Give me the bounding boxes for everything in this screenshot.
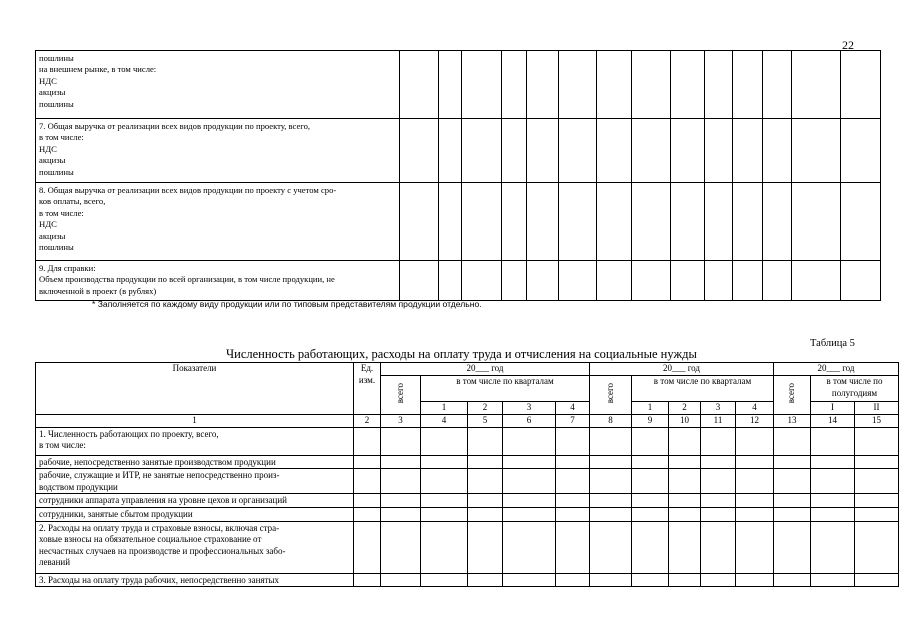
- footnote: * Заполняется по каждому виду продукции или по типовым представителям продукции отдельно.: [92, 299, 482, 309]
- page-number: 22: [842, 38, 854, 52]
- empty-cell: [400, 51, 439, 119]
- empty-cell: [701, 469, 736, 494]
- empty-cell: [381, 494, 421, 508]
- empty-cell: [502, 183, 527, 261]
- empty-cell: [503, 573, 556, 587]
- empty-cell: [774, 469, 811, 494]
- row-label: [36, 51, 400, 119]
- empty-cell: [669, 427, 701, 455]
- empty-cell: [556, 455, 590, 469]
- row-label-line: ховые взносы на обязательное социальное страхование от: [39, 534, 262, 544]
- row-label: [36, 469, 354, 494]
- empty-cell: [559, 261, 597, 301]
- empty-cell: [733, 119, 763, 183]
- empty-cell: [462, 51, 502, 119]
- empty-cell: [439, 119, 462, 183]
- empty-cell: [736, 469, 774, 494]
- table-row: [36, 119, 881, 183]
- empty-cell: [811, 521, 855, 573]
- quarter-label: 4: [556, 402, 590, 415]
- empty-cell: [590, 494, 632, 508]
- empty-cell: [701, 521, 736, 573]
- empty-cell: [701, 455, 736, 469]
- empty-cell: [468, 494, 503, 508]
- row-label-line: несчастных случаев на производстве и профессиональных забо-: [39, 545, 286, 556]
- header-total-3: всего: [786, 382, 797, 404]
- row-label-line: в том числе:: [39, 132, 84, 143]
- empty-cell: [811, 455, 855, 469]
- quarter-label: 1: [421, 402, 468, 415]
- row-label-line: акцизы: [39, 87, 66, 98]
- empty-cell: [736, 494, 774, 508]
- empty-cell: [556, 508, 590, 522]
- header-by-quarters-1: в том числе по кварталам: [421, 376, 590, 402]
- empty-cell: [736, 508, 774, 522]
- empty-cell: [468, 573, 503, 587]
- empty-cell: [421, 455, 468, 469]
- quarter-label: 3: [701, 402, 736, 415]
- empty-cell: [669, 573, 701, 587]
- empty-cell: [632, 261, 671, 301]
- empty-cell: [632, 573, 669, 587]
- empty-cell: [400, 183, 439, 261]
- empty-cell: [811, 508, 855, 522]
- row-label-line: НДС: [39, 219, 57, 230]
- row-label: [36, 119, 400, 183]
- table-row: [36, 573, 899, 587]
- header-year-1: 20___ год: [381, 363, 590, 376]
- row-label-line: НДС: [39, 75, 57, 86]
- row-label-line: сотрудники аппарата управления на уровне цехов и организаций: [39, 495, 287, 505]
- table-row: [36, 427, 899, 455]
- row-label: [36, 455, 354, 469]
- empty-cell: [381, 521, 421, 573]
- empty-cell: [421, 573, 468, 587]
- empty-cell: [503, 494, 556, 508]
- row-label-line: включенной в проект (в рублях): [39, 285, 157, 296]
- column-number: 8: [590, 414, 632, 427]
- empty-cell: [421, 508, 468, 522]
- empty-cell: [855, 521, 899, 573]
- empty-cell: [705, 261, 733, 301]
- empty-cell: [736, 427, 774, 455]
- empty-cell: [792, 261, 841, 301]
- empty-cell: [701, 427, 736, 455]
- quarter-label: 3: [503, 402, 556, 415]
- empty-cell: [421, 521, 468, 573]
- empty-cell: [632, 494, 669, 508]
- column-number: 4: [421, 414, 468, 427]
- row-label: [36, 573, 354, 587]
- empty-cell: [632, 51, 671, 119]
- empty-cell: [559, 119, 597, 183]
- empty-cell: [632, 508, 669, 522]
- empty-cell: [421, 469, 468, 494]
- empty-cell: [855, 494, 899, 508]
- empty-cell: [597, 51, 632, 119]
- empty-cell: [705, 51, 733, 119]
- empty-cell: [590, 508, 632, 522]
- empty-cell: [792, 51, 841, 119]
- header-total-1: всего: [394, 382, 405, 404]
- row-label-line: акцизы: [39, 155, 66, 166]
- column-number: 1: [36, 414, 354, 427]
- half-label: I: [811, 402, 855, 415]
- empty-cell: [527, 119, 559, 183]
- empty-cell: [527, 261, 559, 301]
- empty-cell: [421, 494, 468, 508]
- row-label-line: пошлины: [39, 98, 74, 109]
- row-label-line: 3. Расходы на оплату труда рабочих, непосредственно занятых: [39, 574, 279, 585]
- empty-cell: [354, 427, 381, 455]
- empty-cell: [502, 261, 527, 301]
- header-year-3: 20___ год: [774, 363, 899, 376]
- table-row: [36, 521, 899, 573]
- row-label-line: 9. Для справки:: [39, 263, 96, 273]
- empty-cell: [381, 508, 421, 522]
- empty-cell: [421, 427, 468, 455]
- empty-cell: [811, 494, 855, 508]
- row-label: [36, 261, 400, 301]
- table-row: [36, 469, 899, 494]
- table-title: Численность работающих, расходы на оплату труда и отчисления на социальные нужды: [226, 347, 697, 361]
- empty-cell: [733, 261, 763, 301]
- empty-cell: [774, 455, 811, 469]
- empty-cell: [632, 183, 671, 261]
- row-label: [36, 183, 400, 261]
- column-number: 13: [774, 414, 811, 427]
- empty-cell: [462, 183, 502, 261]
- empty-cell: [774, 521, 811, 573]
- empty-cell: [669, 455, 701, 469]
- row-label-line: 8. Общая выручка от реализации всех видов продукции по проекту с учетом сро-: [39, 185, 337, 195]
- empty-cell: [774, 494, 811, 508]
- row-label-line: леваний: [39, 557, 71, 567]
- row-label-line: 1. Численность работающих по проекту, всего,: [39, 428, 219, 439]
- row-label-line: 7. Общая выручка от реализации всех видов продукции по проекту, всего,: [39, 121, 311, 131]
- table-row: [36, 508, 899, 522]
- empty-cell: [811, 469, 855, 494]
- row-label-line: рабочие, непосредственно занятые производством продукции: [39, 456, 276, 467]
- empty-cell: [855, 427, 899, 455]
- empty-cell: [792, 183, 841, 261]
- column-number: 12: [736, 414, 774, 427]
- empty-cell: [354, 573, 381, 587]
- empty-cell: [381, 573, 421, 587]
- empty-cell: [556, 494, 590, 508]
- column-numbers-row: [36, 414, 899, 427]
- empty-cell: [597, 183, 632, 261]
- row-label-line: пошлины: [39, 53, 74, 63]
- empty-cell: [590, 455, 632, 469]
- empty-cell: [733, 51, 763, 119]
- quarter-label: 1: [632, 402, 669, 415]
- empty-cell: [632, 469, 669, 494]
- header-year-2: 20___ год: [590, 363, 774, 376]
- row-label-line: пошлины: [39, 242, 74, 253]
- empty-cell: [792, 119, 841, 183]
- empty-cell: [841, 183, 881, 261]
- row-label-line: в том числе:: [39, 207, 84, 218]
- empty-cell: [736, 573, 774, 587]
- table-row: [36, 183, 881, 261]
- empty-cell: [559, 183, 597, 261]
- empty-cell: [556, 573, 590, 587]
- quarter-label: 2: [468, 402, 503, 415]
- column-number: 2: [354, 414, 381, 427]
- empty-cell: [733, 183, 763, 261]
- empty-cell: [841, 119, 881, 183]
- empty-cell: [559, 51, 597, 119]
- empty-cell: [503, 469, 556, 494]
- empty-cell: [590, 573, 632, 587]
- quarter-label: 4: [736, 402, 774, 415]
- table-row: [36, 494, 899, 508]
- table-row: [36, 261, 881, 301]
- empty-cell: [590, 469, 632, 494]
- empty-cell: [763, 183, 792, 261]
- row-label-line: ков оплаты, всего,: [39, 196, 106, 207]
- empty-cell: [468, 455, 503, 469]
- empty-cell: [503, 521, 556, 573]
- row-label: [36, 427, 354, 455]
- empty-cell: [632, 119, 671, 183]
- empty-cell: [354, 521, 381, 573]
- empty-cell: [774, 427, 811, 455]
- column-number: 15: [855, 414, 899, 427]
- empty-cell: [763, 261, 792, 301]
- header-indicators: Показатели: [36, 363, 354, 415]
- lower-table: [35, 362, 899, 587]
- empty-cell: [354, 455, 381, 469]
- empty-cell: [855, 508, 899, 522]
- empty-cell: [669, 508, 701, 522]
- empty-cell: [855, 573, 899, 587]
- row-label-line: НДС: [39, 143, 57, 154]
- empty-cell: [354, 494, 381, 508]
- row-label-line: Объем производства продукции по всей организации, в том числе продукции, не: [39, 274, 335, 285]
- empty-cell: [468, 427, 503, 455]
- empty-cell: [701, 573, 736, 587]
- column-number: 7: [556, 414, 590, 427]
- empty-cell: [841, 261, 881, 301]
- column-number: 3: [381, 414, 421, 427]
- empty-cell: [811, 427, 855, 455]
- empty-cell: [763, 51, 792, 119]
- table-label: Таблица 5: [810, 338, 855, 349]
- empty-cell: [701, 494, 736, 508]
- empty-cell: [527, 51, 559, 119]
- empty-cell: [503, 455, 556, 469]
- empty-cell: [556, 469, 590, 494]
- header-by-quarters-2: в том числе по кварталам: [632, 376, 774, 402]
- empty-cell: [774, 573, 811, 587]
- row-label-line: пошлины: [39, 166, 74, 177]
- empty-cell: [632, 427, 669, 455]
- empty-cell: [705, 183, 733, 261]
- empty-cell: [590, 427, 632, 455]
- empty-cell: [763, 119, 792, 183]
- empty-cell: [632, 455, 669, 469]
- row-label-line: акцизы: [39, 230, 66, 241]
- row-label: [36, 494, 354, 508]
- empty-cell: [381, 469, 421, 494]
- empty-cell: [705, 119, 733, 183]
- empty-cell: [468, 508, 503, 522]
- empty-cell: [841, 51, 881, 119]
- quarter-label: 2: [669, 402, 701, 415]
- row-label-line: в том числе:: [39, 440, 86, 450]
- empty-cell: [503, 508, 556, 522]
- table-row: [36, 51, 881, 119]
- row-label-line: рабочие, служащие и ИТР, не занятые непосредственно произ-: [39, 470, 280, 480]
- empty-cell: [502, 119, 527, 183]
- empty-cell: [439, 51, 462, 119]
- empty-cell: [381, 455, 421, 469]
- row-label-line: сотрудники, занятые сбытом продукции: [39, 509, 193, 519]
- row-label: [36, 508, 354, 522]
- empty-cell: [671, 261, 705, 301]
- empty-cell: [669, 494, 701, 508]
- empty-cell: [354, 508, 381, 522]
- empty-cell: [527, 183, 559, 261]
- empty-cell: [671, 119, 705, 183]
- empty-cell: [468, 521, 503, 573]
- empty-cell: [502, 51, 527, 119]
- empty-cell: [556, 521, 590, 573]
- empty-cell: [701, 508, 736, 522]
- row-label-line: на внешнем рынке, в том числе:: [39, 64, 157, 75]
- column-number: 6: [503, 414, 556, 427]
- empty-cell: [439, 261, 462, 301]
- empty-cell: [855, 469, 899, 494]
- empty-cell: [468, 469, 503, 494]
- row-label-line: 2. Расходы на оплату труда и страховые взносы, включая стра-: [39, 522, 280, 533]
- empty-cell: [811, 573, 855, 587]
- empty-cell: [590, 521, 632, 573]
- header-by-halves: в том числе по полугодиям: [811, 376, 899, 402]
- empty-cell: [556, 427, 590, 455]
- empty-cell: [400, 119, 439, 183]
- empty-cell: [669, 521, 701, 573]
- empty-cell: [462, 261, 502, 301]
- half-label: II: [855, 402, 899, 415]
- column-number: 9: [632, 414, 669, 427]
- empty-cell: [632, 521, 669, 573]
- empty-cell: [597, 119, 632, 183]
- empty-cell: [774, 508, 811, 522]
- table-row: [36, 455, 899, 469]
- empty-cell: [736, 455, 774, 469]
- empty-cell: [736, 521, 774, 573]
- empty-cell: [855, 455, 899, 469]
- row-label-line: водством продукции: [39, 481, 118, 492]
- header-total-2: всего: [604, 382, 615, 404]
- column-number: 5: [468, 414, 503, 427]
- empty-cell: [671, 51, 705, 119]
- empty-cell: [354, 469, 381, 494]
- empty-cell: [597, 261, 632, 301]
- empty-cell: [462, 119, 502, 183]
- row-label: [36, 521, 354, 573]
- upper-table: [35, 50, 881, 301]
- column-number: 14: [811, 414, 855, 427]
- column-number: 10: [669, 414, 701, 427]
- header-unit: Ед. изм.: [354, 363, 381, 415]
- empty-cell: [669, 469, 701, 494]
- empty-cell: [503, 427, 556, 455]
- empty-cell: [381, 427, 421, 455]
- empty-cell: [671, 183, 705, 261]
- column-number: 11: [701, 414, 736, 427]
- empty-cell: [439, 183, 462, 261]
- empty-cell: [400, 261, 439, 301]
